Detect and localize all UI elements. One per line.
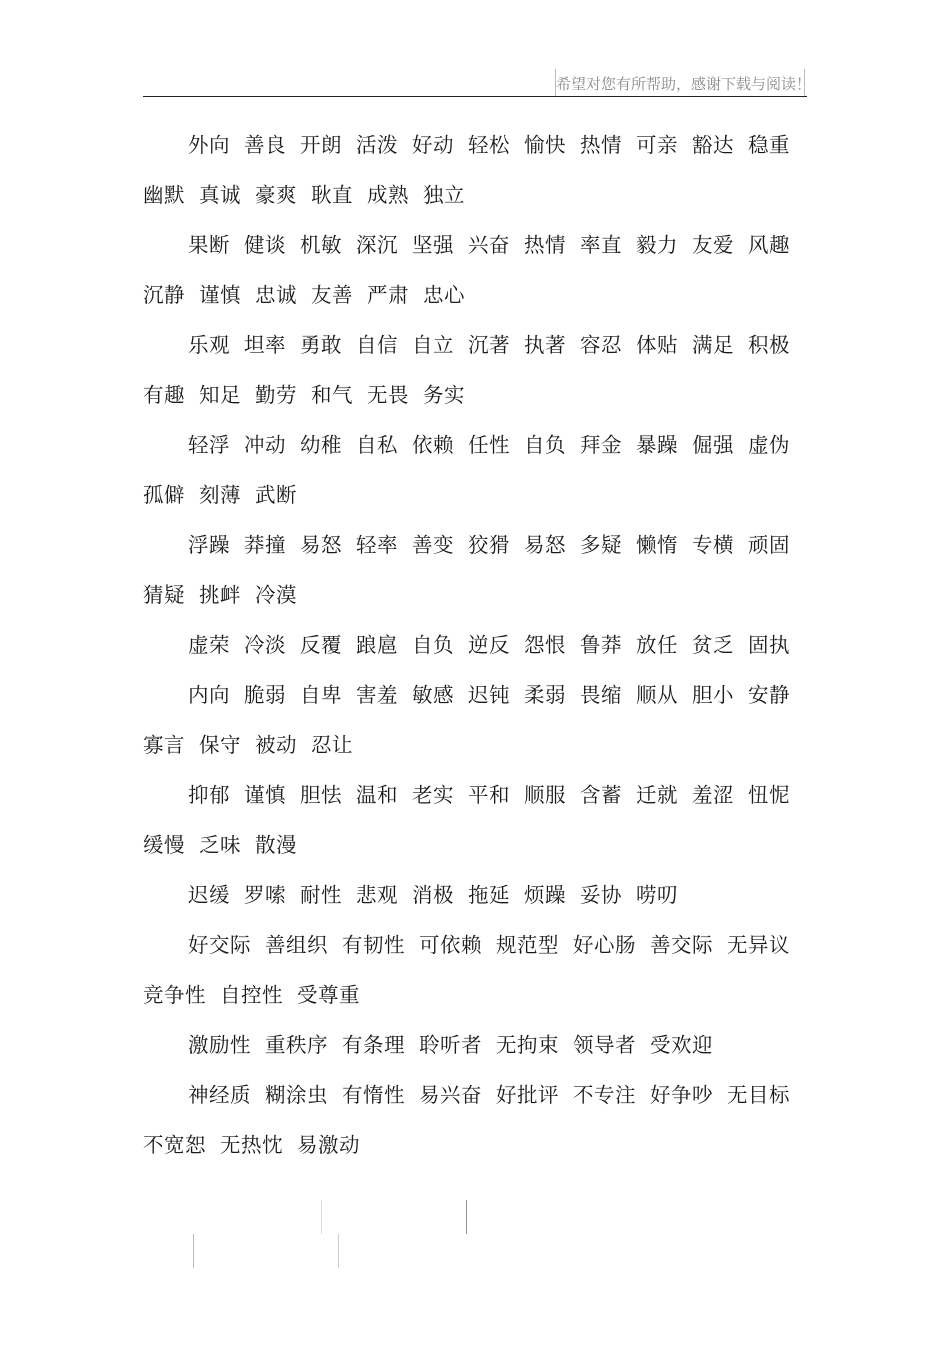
trait-word: 真诚 [199,183,241,207]
trait-word: 深沉 [356,233,398,257]
trait-word: 缓慢 [143,833,185,857]
word-paragraph [143,670,807,770]
word-paragraph [143,1070,807,1170]
word-paragraph [143,320,807,420]
trait-word: 友善 [311,283,353,307]
trait-word: 寡言 [143,733,185,757]
trait-word: 脆弱 [244,683,286,707]
trait-word: 友爱 [692,233,734,257]
trait-word: 迁就 [636,783,678,807]
trait-word: 好争吵 [650,1083,713,1107]
trait-word: 唠叨 [636,883,678,907]
trait-word: 坦率 [244,333,286,357]
trait-word: 愉快 [524,133,566,157]
trait-word: 善组织 [265,933,328,957]
trait-word: 执著 [524,333,566,357]
trait-word: 风趣 [748,233,790,257]
trait-word: 可亲 [636,133,678,157]
trait-word: 无热忱 [220,1133,283,1157]
trait-word: 踉扈 [356,633,398,657]
trait-word: 活泼 [356,133,398,157]
trait-word: 有趣 [143,383,185,407]
trait-word: 迟钝 [468,683,510,707]
trait-word: 外向 [188,133,230,157]
trait-word: 散漫 [255,833,297,857]
trait-word: 容忍 [580,333,622,357]
trait-word: 懒惰 [636,533,678,557]
trait-word: 体贴 [636,333,678,357]
trait-word: 温和 [356,783,398,807]
trait-word: 有惰性 [342,1083,405,1107]
trait-word: 自立 [412,333,454,357]
trait-word: 可依赖 [419,933,482,957]
trait-word: 冷漠 [255,583,297,607]
trait-word: 沉著 [468,333,510,357]
trait-word: 畏缩 [580,683,622,707]
trait-word: 谨慎 [244,783,286,807]
word-paragraph [143,420,807,520]
trait-word: 自卑 [300,683,342,707]
word-paragraph [143,220,807,320]
trait-word: 兴奋 [468,233,510,257]
trait-word: 冷淡 [244,633,286,657]
trait-word: 无畏 [367,383,409,407]
trait-word: 顺服 [524,783,566,807]
trait-word: 坚强 [412,233,454,257]
trait-word: 易激动 [297,1133,360,1157]
trait-word: 易怒 [300,533,342,557]
trait-word: 果断 [188,233,230,257]
trait-word: 虚荣 [188,633,230,657]
trait-word: 积极 [748,333,790,357]
trait-word: 有条理 [342,1033,405,1057]
trait-word: 无目标 [727,1083,790,1107]
trait-word: 领导者 [573,1033,636,1057]
header-rule [143,96,807,97]
word-paragraph [143,620,807,670]
trait-word: 无拘束 [496,1033,559,1057]
trait-word: 忠诚 [255,283,297,307]
trait-word: 好交际 [188,933,251,957]
trait-word: 猜疑 [143,583,185,607]
word-paragraph [143,870,807,920]
trait-word: 被动 [255,733,297,757]
trait-word: 好动 [412,133,454,157]
trait-word: 善变 [412,533,454,557]
trait-word: 依赖 [412,433,454,457]
trait-word: 敏感 [412,683,454,707]
trait-word: 迟缓 [188,883,230,907]
trait-word: 热情 [580,133,622,157]
trait-word: 平和 [468,783,510,807]
trait-word: 罗嗦 [244,883,286,907]
trait-word: 好批评 [496,1083,559,1107]
trait-word: 幽默 [143,183,185,207]
trait-word: 受尊重 [297,983,360,1007]
trait-word: 忠心 [423,283,465,307]
trait-word: 武断 [255,483,297,507]
trait-word: 抑郁 [188,783,230,807]
trait-word: 稳重 [748,133,790,157]
trait-word: 胆小 [692,683,734,707]
trait-word: 满足 [692,333,734,357]
word-paragraph [143,770,807,870]
trait-word: 规范型 [496,933,559,957]
trait-word: 反覆 [300,633,342,657]
trait-word: 易兴奋 [419,1083,482,1107]
trait-word: 拖延 [468,883,510,907]
trait-word: 无异议 [727,933,790,957]
trait-word: 聆听者 [419,1033,482,1057]
trait-word: 受欢迎 [650,1033,713,1057]
footer-mark-2 [466,1200,467,1234]
trait-word: 忍让 [311,733,353,757]
trait-word: 率直 [580,233,622,257]
trait-word: 挑衅 [199,583,241,607]
trait-word: 顽固 [748,533,790,557]
trait-word: 耐性 [300,883,342,907]
trait-word: 任性 [468,433,510,457]
trait-word: 重秩序 [265,1033,328,1057]
trait-word: 轻浮 [188,433,230,457]
trait-word: 独立 [423,183,465,207]
trait-word: 悲观 [356,883,398,907]
trait-word: 多疑 [580,533,622,557]
trait-word: 顺从 [636,683,678,707]
trait-word: 勤劳 [255,383,297,407]
trait-word: 老实 [412,783,454,807]
trait-word: 贫乏 [692,633,734,657]
trait-word: 豪爽 [255,183,297,207]
footer-mark-4 [338,1234,339,1268]
trait-word: 倔强 [692,433,734,457]
trait-word: 机敏 [300,233,342,257]
word-paragraph [143,520,807,620]
trait-word: 不宽恕 [143,1133,206,1157]
trait-word: 务实 [423,383,465,407]
trait-word: 含蓄 [580,783,622,807]
trait-word: 自信 [356,333,398,357]
trait-word: 和气 [311,383,353,407]
trait-word: 乐观 [188,333,230,357]
trait-word: 易怒 [524,533,566,557]
trait-word: 孤僻 [143,483,185,507]
trait-word: 虚伪 [748,433,790,457]
trait-word: 妥协 [580,883,622,907]
trait-word: 糊涂虫 [265,1083,328,1107]
trait-word: 专横 [692,533,734,557]
trait-word: 烦躁 [524,883,566,907]
trait-word: 刻薄 [199,483,241,507]
trait-word: 轻率 [356,533,398,557]
word-paragraph [143,1020,807,1070]
trait-word: 固执 [748,633,790,657]
trait-word: 豁达 [692,133,734,157]
footer-mark-1 [321,1200,322,1234]
trait-word: 浮躁 [188,533,230,557]
trait-word: 莽撞 [244,533,286,557]
trait-word: 柔弱 [524,683,566,707]
trait-word: 沉静 [143,283,185,307]
trait-word: 成熟 [367,183,409,207]
trait-word: 狡猾 [468,533,510,557]
trait-word: 健谈 [244,233,286,257]
trait-word: 神经质 [188,1083,251,1107]
trait-word: 善交际 [650,933,713,957]
trait-word: 轻松 [468,133,510,157]
trait-word: 幼稚 [300,433,342,457]
trait-word: 好心肠 [573,933,636,957]
header-text: 希望对您有所帮助，感谢下载与阅读！ [556,75,812,93]
page-header [555,69,812,96]
trait-word: 胆怯 [300,783,342,807]
document-body [143,120,807,1170]
trait-word: 激励性 [188,1033,251,1057]
trait-word: 严肃 [367,283,409,307]
trait-word: 消极 [412,883,454,907]
trait-word: 逆反 [468,633,510,657]
trait-word: 拜金 [580,433,622,457]
trait-word: 保守 [199,733,241,757]
trait-word: 鲁莽 [580,633,622,657]
trait-word: 自负 [412,633,454,657]
trait-word: 安静 [748,683,790,707]
trait-word: 害羞 [356,683,398,707]
trait-word: 忸怩 [748,783,790,807]
trait-word: 自私 [356,433,398,457]
trait-word: 暴躁 [636,433,678,457]
trait-word: 放任 [636,633,678,657]
trait-word: 自负 [524,433,566,457]
word-paragraph [143,920,807,1020]
trait-word: 冲动 [244,433,286,457]
trait-word: 热情 [524,233,566,257]
trait-word: 内向 [188,683,230,707]
trait-word: 耿直 [311,183,353,207]
trait-word: 谨慎 [199,283,241,307]
trait-word: 不专注 [573,1083,636,1107]
trait-word: 勇敢 [300,333,342,357]
trait-word: 怨恨 [524,633,566,657]
trait-word: 毅力 [636,233,678,257]
trait-word: 羞涩 [692,783,734,807]
trait-word: 善良 [244,133,286,157]
trait-word: 乏味 [199,833,241,857]
trait-word: 有韧性 [342,933,405,957]
trait-word: 竞争性 [143,983,206,1007]
trait-word: 开朗 [300,133,342,157]
word-paragraph [143,120,807,220]
footer-mark-3 [193,1234,194,1268]
trait-word: 知足 [199,383,241,407]
trait-word: 自控性 [220,983,283,1007]
